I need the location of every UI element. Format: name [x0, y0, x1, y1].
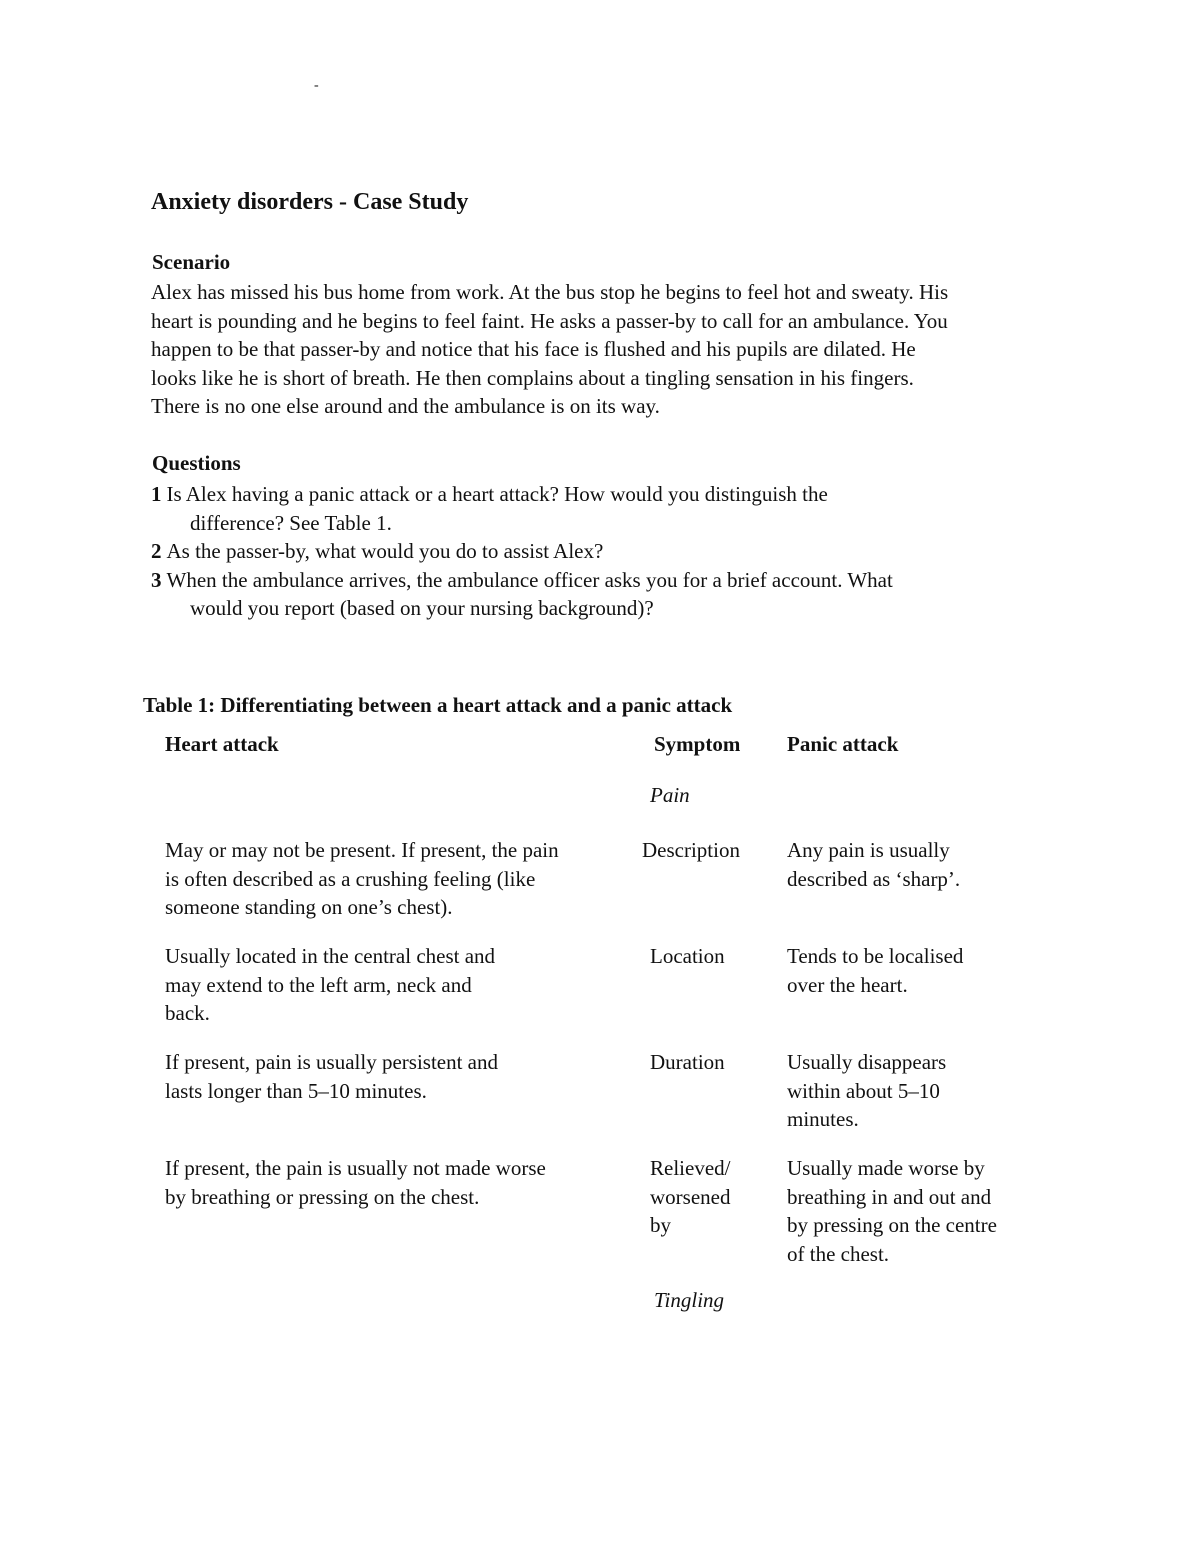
scenario-line: There is no one else around and the ambulance is on its way.	[151, 394, 660, 418]
cell-line: by breathing or pressing on the chest.	[165, 1184, 480, 1209]
cell-line: of the chest.	[787, 1241, 890, 1266]
cell-line: back.	[165, 1001, 210, 1025]
cell-line: Usually disappears	[787, 1050, 947, 1074]
question-item	[151, 537, 1051, 566]
cell-line: Relieved/	[650, 1156, 731, 1180]
cell-line: minutes.	[787, 1107, 859, 1131]
cell-line: described as ‘sharp’.	[787, 866, 961, 891]
cell-line: Usually located in the central chest and	[165, 944, 496, 968]
cell-line: over the heart.	[787, 972, 908, 997]
table-cell-heart-duration	[165, 1048, 498, 1105]
table-cell-panic-relieved	[787, 1154, 997, 1268]
question-line: would you report (based on your nursing background)?	[190, 596, 654, 620]
cell-line: If present, pain is usually persistent and	[165, 1050, 499, 1074]
cell-line: Location	[650, 944, 725, 968]
table-section-pain: Pain	[650, 783, 690, 807]
scenario-line: looks like he is short of breath. He then complains about a tingling sensation in his fingers.	[151, 365, 914, 390]
cell-line: Duration	[650, 1050, 725, 1074]
table-cell-heart-relieved	[165, 1154, 546, 1211]
column-header-heart-attack: Heart attack	[165, 732, 279, 756]
cell-line: is often described as a crushing feeling (like	[165, 866, 536, 891]
scenario-line: heart is pounding and he begins to feel faint. He asks a passer-by to call for an ambulance. You	[151, 308, 948, 333]
table-cell-symptom-duration	[650, 1048, 725, 1077]
table-cell-symptom-description	[642, 836, 740, 865]
cell-line: Tends to be localised	[787, 944, 964, 968]
table-cell-heart-description	[165, 836, 559, 922]
question-line	[151, 480, 1051, 509]
question-item	[151, 566, 1051, 623]
question-line	[151, 566, 1051, 595]
cell-line: Any pain is usually	[787, 838, 950, 862]
question-text: Is Alex having a panic attack or a heart attack? How would you distinguish the	[166, 482, 828, 506]
question-number: 3	[151, 567, 162, 592]
questions-heading: Questions	[152, 451, 241, 475]
column-header-panic-attack: Panic attack	[787, 732, 899, 756]
scenario-heading: Scenario	[152, 250, 231, 274]
cell-line: someone standing on one’s chest).	[165, 895, 453, 919]
question-line: difference? See Table 1.	[190, 510, 392, 535]
table-caption: Table 1: Differentiating between a heart attack and a panic attack	[143, 693, 733, 717]
question-text: As the passer-by, what would you do to assist Alex?	[166, 539, 604, 563]
question-number: 1	[151, 482, 162, 506]
cell-line: by pressing on the centre	[787, 1213, 997, 1237]
column-header-symptom: Symptom	[654, 732, 741, 756]
question-item	[151, 480, 1051, 537]
cell-line: lasts longer than 5–10 minutes.	[165, 1078, 427, 1103]
table-cell-heart-location	[165, 942, 495, 1028]
table-section-tingling: Tingling	[654, 1288, 725, 1312]
cell-line: may extend to the left arm, neck and	[165, 972, 472, 997]
question-line	[151, 537, 1051, 566]
cell-line: May or may not be present. If present, the pain	[165, 838, 559, 862]
header-mark: -	[314, 78, 319, 93]
cell-line: Description	[642, 838, 740, 862]
cell-line: worsened	[650, 1184, 731, 1209]
scenario-line: happen to be that passer-by and notice that his face is flushed and his pupils are dilated. He	[151, 337, 916, 361]
question-text: When the ambulance arrives, the ambulance officer asks you for a brief account. What	[166, 567, 893, 592]
table-cell-panic-duration	[787, 1048, 946, 1134]
table-cell-panic-description	[787, 836, 960, 893]
document-title: Anxiety disorders - Case Study	[151, 189, 469, 215]
cell-line: Usually made worse by	[787, 1156, 985, 1180]
cell-line: within about 5–10	[787, 1078, 940, 1103]
table-cell-symptom-relieved	[650, 1154, 730, 1240]
table-cell-symptom-location	[650, 942, 725, 971]
scenario-line: Alex has missed his bus home from work. At the bus stop he begins to feel hot and sweaty. His	[151, 280, 949, 304]
scenario-paragraph	[151, 278, 1061, 421]
cell-line: breathing in and out and	[787, 1184, 992, 1209]
question-number: 2	[151, 539, 162, 563]
cell-line: by	[650, 1213, 671, 1237]
cell-line: If present, the pain is usually not made worse	[165, 1156, 546, 1180]
questions-list	[151, 480, 1051, 623]
table-cell-panic-location	[787, 942, 963, 999]
